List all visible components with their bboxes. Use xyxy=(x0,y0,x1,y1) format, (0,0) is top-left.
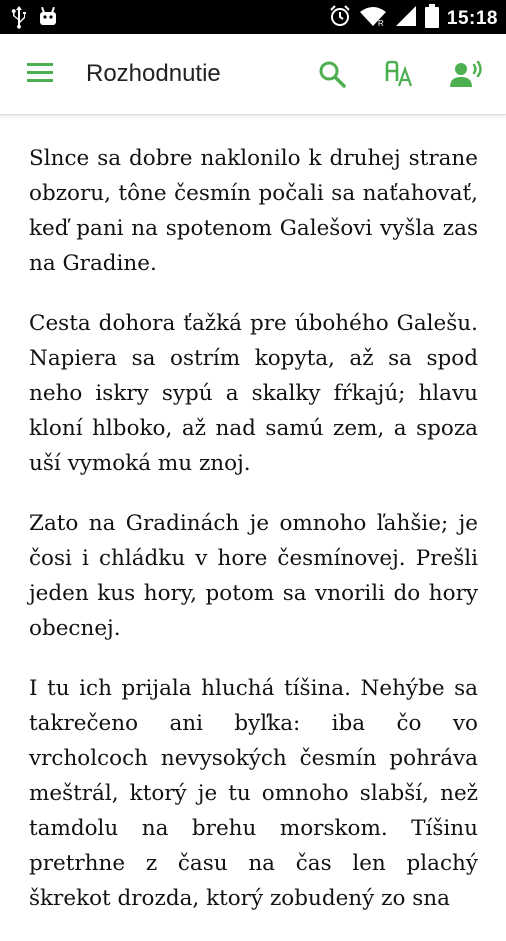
paragraph: Zato na Gradinách je omnoho ľahšie; je čosi i chládku v hore česmínovej. Prešli jeden kus hory, potom sa vnorili do hory obecnej. xyxy=(29,511,478,641)
svg-text:R: R xyxy=(377,19,384,27)
android-icon xyxy=(38,6,58,33)
wifi-icon xyxy=(359,5,387,32)
status-time: 15:18 xyxy=(446,7,498,29)
menu-icon[interactable] xyxy=(27,62,53,84)
article-text xyxy=(29,141,478,941)
read-aloud-icon[interactable] xyxy=(450,59,480,89)
paragraph: I tu ich prijala hluchá tíšina. Nehýbe sa takrečeno ani byľka: iba čo vo vrcholcoch nevysokých česmín pohráva meštrál, ktorý je tu omnoho slabší, než tamdolu na brehu morskom. Tíšinu pretrhne z času na čas len plachý škrekot drozda, ktorý zobudený zo sna xyxy=(29,676,478,911)
search-icon[interactable] xyxy=(317,59,347,89)
paragraph: Cesta dohora ťažká pre úbohého Galešu. Napiera sa ostrím kopyta, až sa spod neho iskry sypú a skalky fŕkajú; hlavu kloní hlboko, až nad samú zem, a spoza uší vymoká mu znoj. xyxy=(29,311,478,476)
status-bar xyxy=(0,0,506,34)
page-title: Rozhodnutie xyxy=(86,60,221,87)
app-bar xyxy=(0,34,506,115)
signal-icon xyxy=(395,5,417,32)
usb-icon xyxy=(10,5,28,34)
font-size-icon[interactable] xyxy=(384,59,414,89)
battery-icon xyxy=(425,4,439,33)
alarm-icon xyxy=(329,5,351,32)
paragraph: Slnce sa dobre naklonilo k druhej strane obzoru, tône česmín počali sa naťahovať, keď pani na spotenom Galešovi vyšla zas na Gradine. xyxy=(29,146,478,276)
